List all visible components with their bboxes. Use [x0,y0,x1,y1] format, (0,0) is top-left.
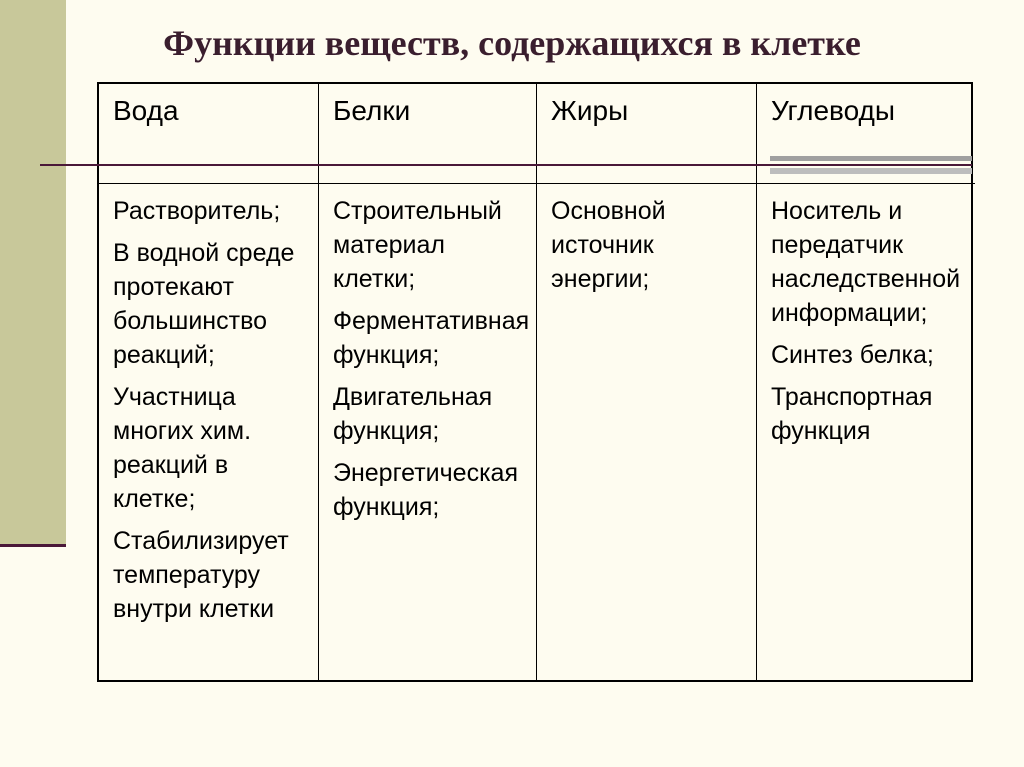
cell-item: Энергетическая функция; [333,459,518,521]
cell-item: В водной среде протекают большинство реакций; [113,239,295,369]
cell-item: Основной источник энергии; [551,197,666,293]
gap-cell [537,167,757,184]
cell-item: Стабилизирует температуру внутри клетки [113,527,289,623]
cell-item: Синтез белка; [771,341,934,369]
column-carbohydrates [757,184,975,680]
column-fats [537,184,757,680]
cell-item: Участница многих хим. реакций в клетке; [113,383,252,513]
column-water [99,184,319,680]
gap-cell [99,167,319,184]
side-bar-decoration [0,0,66,546]
slide-title: Функции веществ, содержащихся в клетке [163,23,861,63]
header-fats: Жиры [537,84,757,167]
header-carbohydrates: Углеводы [771,95,896,126]
side-bar-line [0,544,66,547]
cell-item: Носитель и передатчик наследственной информации; [771,197,961,327]
divider-accent-bar [770,156,972,161]
header-water: Вода [99,84,319,167]
cell-item: Транспортная функция [771,383,933,445]
cell-item: Строительный материал клетки; [333,197,502,293]
gap-cell [319,167,537,184]
header-proteins: Белки [319,84,537,167]
divider-accent-bar [770,168,972,174]
header-divider-line [40,164,972,166]
cell-item: Двигательная функция; [333,383,493,445]
column-proteins [319,184,537,680]
cell-item: Растворитель; [113,197,281,225]
cell-item: Ферментативная функция; [333,307,530,369]
